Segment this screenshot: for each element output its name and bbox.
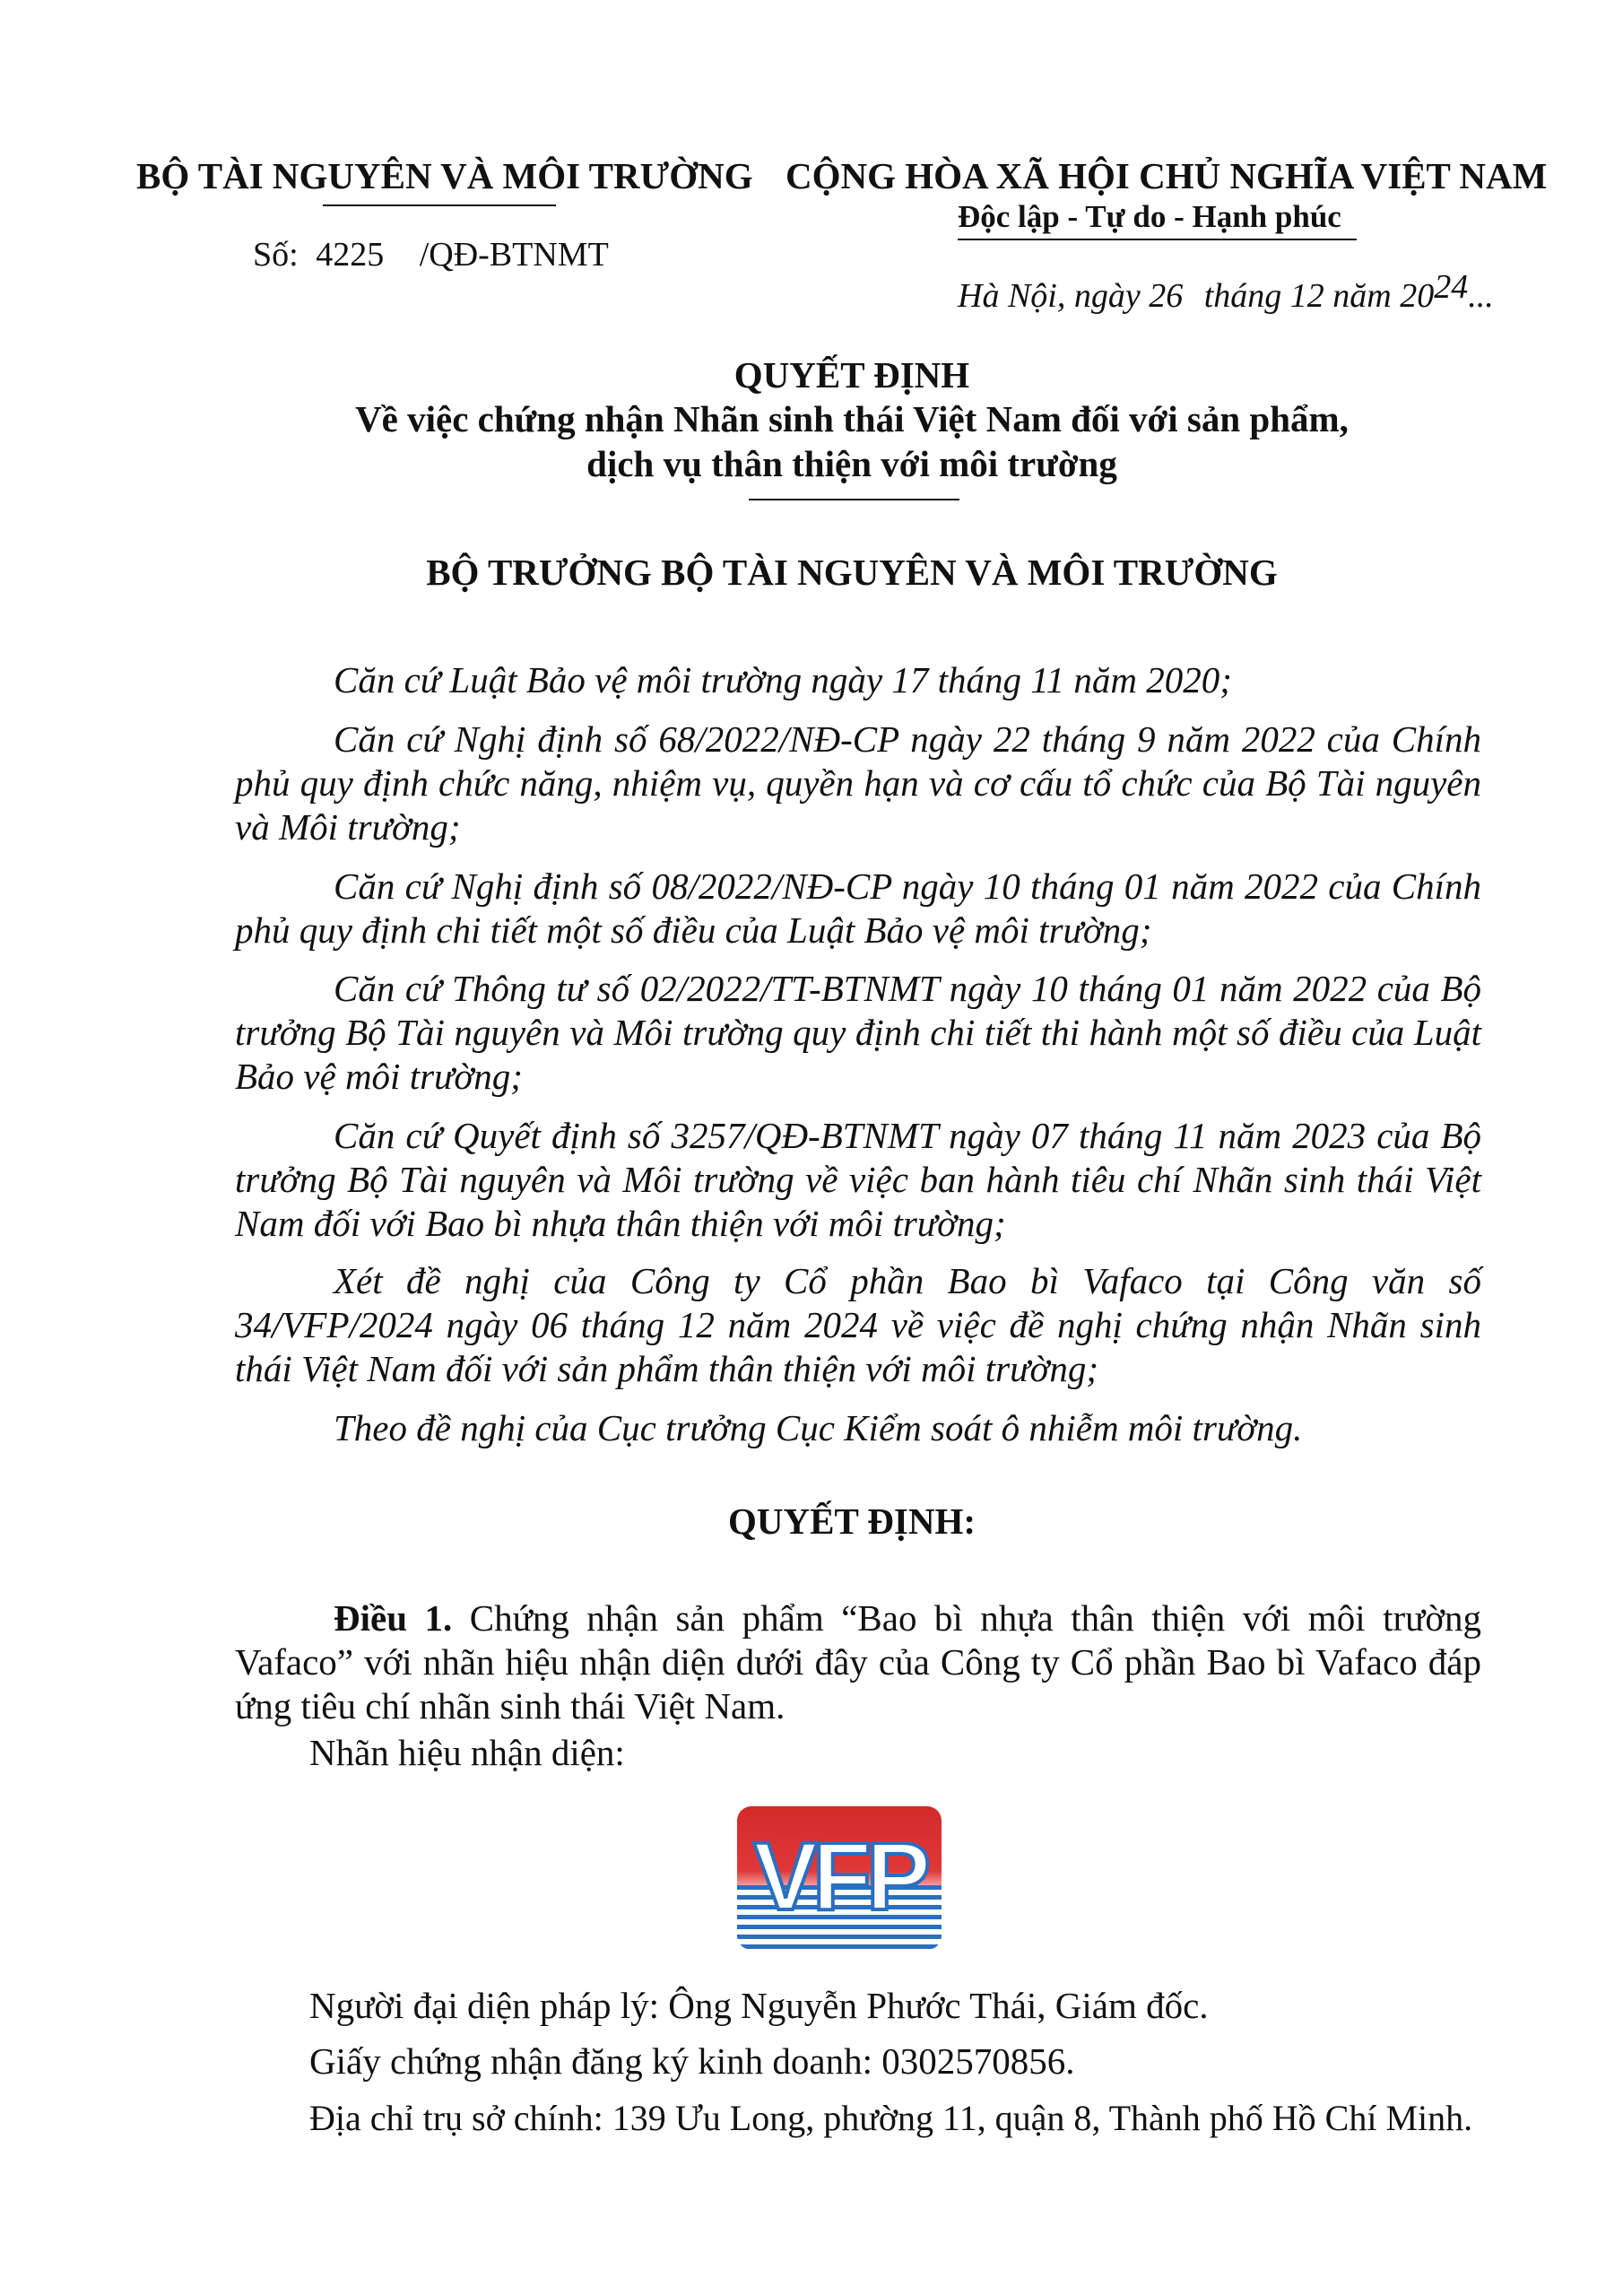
- vfp-logo: [737, 1806, 942, 1950]
- authority-heading: BỘ TRƯỞNG BỘ TÀI NGUYÊN VÀ MÔI TRƯỜNG: [426, 552, 1278, 593]
- preamble-item: Căn cứ Nghị định số 68/2022/NĐ-CP ngày 22 tháng 9 năm 2022 của Chính phủ quy định chức năng, nhiệm vụ, quyền hạn và cơ cấu tổ chức của Bộ Tài nguyên và Môi trường;: [235, 718, 1481, 848]
- motto-underline: [958, 239, 1357, 240]
- number-value: 4225: [316, 236, 385, 274]
- preamble-item: Theo đề nghị của Cục trưởng Cục Kiểm soát ô nhiễm môi trường.: [334, 1407, 1303, 1448]
- title-underline: [749, 499, 959, 500]
- ministry-underline: [323, 204, 556, 206]
- preamble-item: Căn cứ Thông tư số 02/2022/TT-BTNMT ngày 10 tháng 01 năm 2022 của Bộ trưởng Bộ Tài nguyên và Môi trường quy định chi tiết thi hành một số điều của Luật Bảo vệ môi trường;: [235, 968, 1481, 1097]
- document-date: [958, 268, 1494, 316]
- article-1-text: Chứng nhận sản phẩm “Bao bì nhựa thân thiện với môi trường Vafaco” với nhãn hiệu nhận diện dưới đây của Công ty Cổ phần Bao bì Vafaco đáp ứng tiêu chí nhãn sinh thái Việt Nam.: [235, 1597, 1482, 1726]
- preamble-item: Căn cứ Quyết định số 3257/QĐ-BTNMT ngày 07 tháng 11 năm 2023 của Bộ trưởng Bộ Tài nguyên và Môi trường về việc ban hành tiêu chí Nhãn sinh thái Việt Nam đối với Bao bì nhựa thân thiện với môi trường;: [235, 1115, 1481, 1244]
- head-office-address: Địa chỉ trụ sở chính: 139 Ưu Long, phường 11, quận 8, Thành phố Hồ Chí Minh.: [309, 2098, 1473, 2138]
- national-motto: Độc lập - Tự do - Hạnh phúc: [958, 199, 1341, 234]
- preamble-item: Xét đề nghị của Công ty Cổ phần Bao bì Vafaco tại Công văn số 34/VFP/2024 ngày 06 tháng 12 năm 2024 về việc đề nghị chứng nhận Nhãn sinh thái Việt Nam đối với sản phẩm thân thiện với môi trường;: [235, 1260, 1481, 1389]
- date-year-label: năm 20: [1332, 277, 1435, 315]
- article-1-label: Điều 1.: [334, 1597, 453, 1639]
- decision-subheading: QUYẾT ĐỊNH:: [727, 1500, 976, 1542]
- decision-subject-line1: Về việc chứng nhận Nhãn sinh thái Việt Nam đối với sản phẩm,: [355, 398, 1349, 439]
- country-name: CỘNG HÒA XÃ HỘI CHỦ NGHĨA VIỆT NAM: [785, 155, 1548, 196]
- business-registration: Giấy chứng nhận đăng ký kinh doanh: 0302570856.: [309, 2040, 1075, 2082]
- preamble-item: Căn cứ Nghị định số 08/2022/NĐ-CP ngày 10 tháng 01 năm 2022 của Chính phủ quy định chi tiết một số điều của Luật Bảo vệ môi trường;: [235, 865, 1481, 951]
- date-place: Hà Nội, ngày: [958, 277, 1141, 315]
- logo-text: VFP: [752, 1822, 926, 1930]
- decision-heading: QUYẾT ĐỊNH: [733, 354, 970, 396]
- decision-subject-line2: dịch vụ thân thiện với môi trường: [586, 443, 1117, 484]
- document-number: [253, 235, 609, 274]
- preamble-item: Căn cứ Luật Bảo vệ môi trường ngày 17 tháng 11 năm 2020;: [334, 659, 1232, 700]
- number-suffix: /QĐ-BTNMT: [419, 236, 609, 274]
- legal-representative: Người đại diện pháp lý: Ông Nguyễn Phước Thái, Giám đốc.: [309, 1985, 1209, 2026]
- article-1: [235, 1596, 1481, 1728]
- date-year: 24: [1434, 268, 1469, 306]
- number-label: Số:: [253, 236, 299, 274]
- ministry-name: BỘ TÀI NGUYÊN VÀ MÔI TRƯỜNG: [136, 155, 753, 196]
- date-trail: ...: [1468, 277, 1494, 315]
- date-month: 12: [1289, 277, 1324, 315]
- date-day: 26: [1149, 277, 1184, 315]
- date-month-label: tháng: [1203, 277, 1282, 315]
- brand-label: Nhãn hiệu nhận diện:: [309, 1732, 625, 1773]
